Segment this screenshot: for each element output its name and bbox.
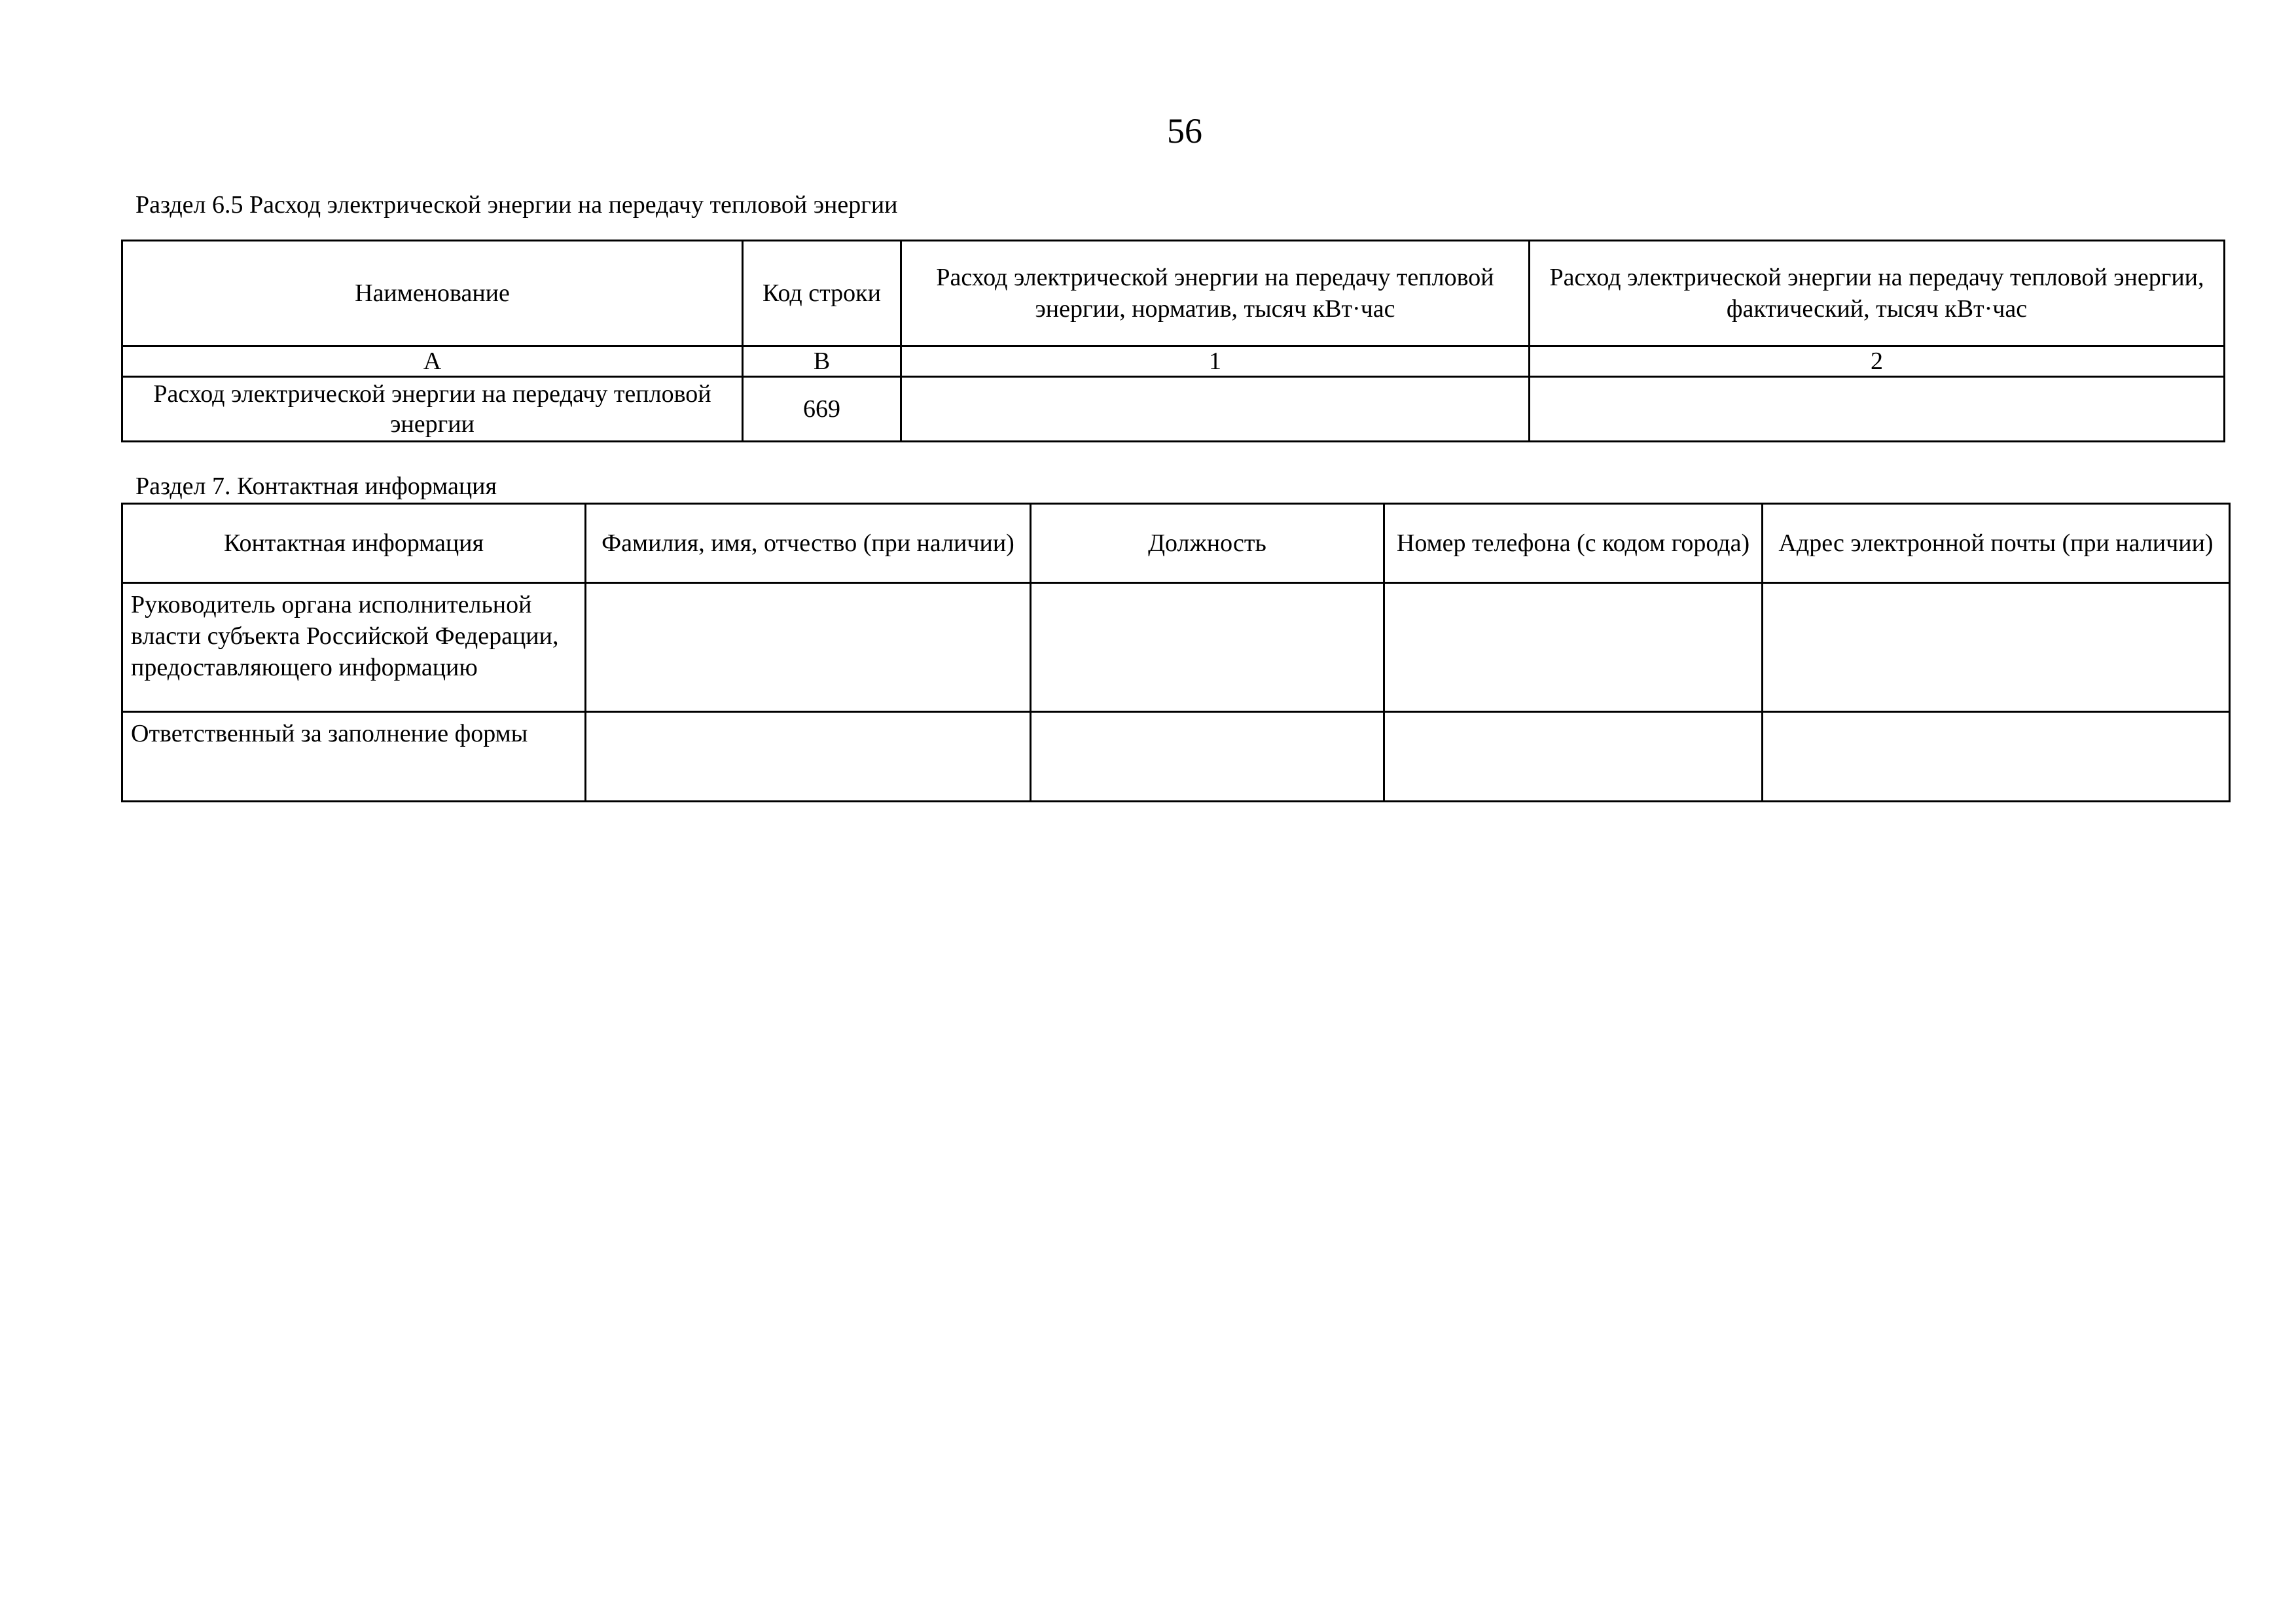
email-cell[interactable]: [1763, 583, 2230, 712]
page-number: 56: [1167, 111, 1202, 151]
column-index: 2: [1530, 346, 2225, 377]
energy-consumption-table: [121, 240, 2225, 442]
header-email: Адрес электронной почты (при наличии): [1763, 504, 2230, 583]
position-cell[interactable]: [1031, 583, 1384, 712]
table-header-row: [122, 504, 2230, 583]
section-6-5-title: Раздел 6.5 Расход электрической энергии на передачу тепловой энергии: [135, 191, 898, 219]
column-index: 1: [901, 346, 1530, 377]
table-row: [122, 712, 2230, 802]
column-index: А: [122, 346, 743, 377]
email-cell[interactable]: [1763, 712, 2230, 802]
full-name-cell[interactable]: [586, 583, 1031, 712]
column-index: В: [743, 346, 901, 377]
header-line-code: Код строки: [743, 241, 901, 346]
column-index-row: [122, 346, 2225, 377]
header-phone: Номер телефона (с кодом города): [1384, 504, 1763, 583]
contact-info-table: [121, 503, 2231, 802]
section-7-title: Раздел 7. Контактная информация: [135, 473, 497, 500]
position-cell[interactable]: [1031, 712, 1384, 802]
row-name: Расход электрической энергии на передачу тепловой энергии: [122, 377, 743, 442]
header-actual: Расход электрической энергии на передачу тепловой энергии, фактический, тысяч кВт·час: [1530, 241, 2225, 346]
header-name: Наименование: [122, 241, 743, 346]
contact-role-label: Ответственный за заполнение формы: [122, 712, 586, 802]
table-row: [122, 583, 2230, 712]
norm-value-cell[interactable]: [901, 377, 1530, 442]
header-contact-info: Контактная информация: [122, 504, 586, 583]
phone-cell[interactable]: [1384, 583, 1763, 712]
header-norm: Расход электрической энергии на передачу тепловой энергии, норматив, тысяч кВт·час: [901, 241, 1530, 346]
row-code: 669: [743, 377, 901, 442]
actual-value-cell[interactable]: [1530, 377, 2225, 442]
table-header-row: [122, 241, 2225, 346]
header-position: Должность: [1031, 504, 1384, 583]
phone-cell[interactable]: [1384, 712, 1763, 802]
contact-role-label: Руководитель органа исполнительной власти субъекта Российской Федерации, предоставляющего информацию: [122, 583, 586, 712]
full-name-cell[interactable]: [586, 712, 1031, 802]
header-full-name: Фамилия, имя, отчество (при наличии): [586, 504, 1031, 583]
table-row: [122, 377, 2225, 442]
